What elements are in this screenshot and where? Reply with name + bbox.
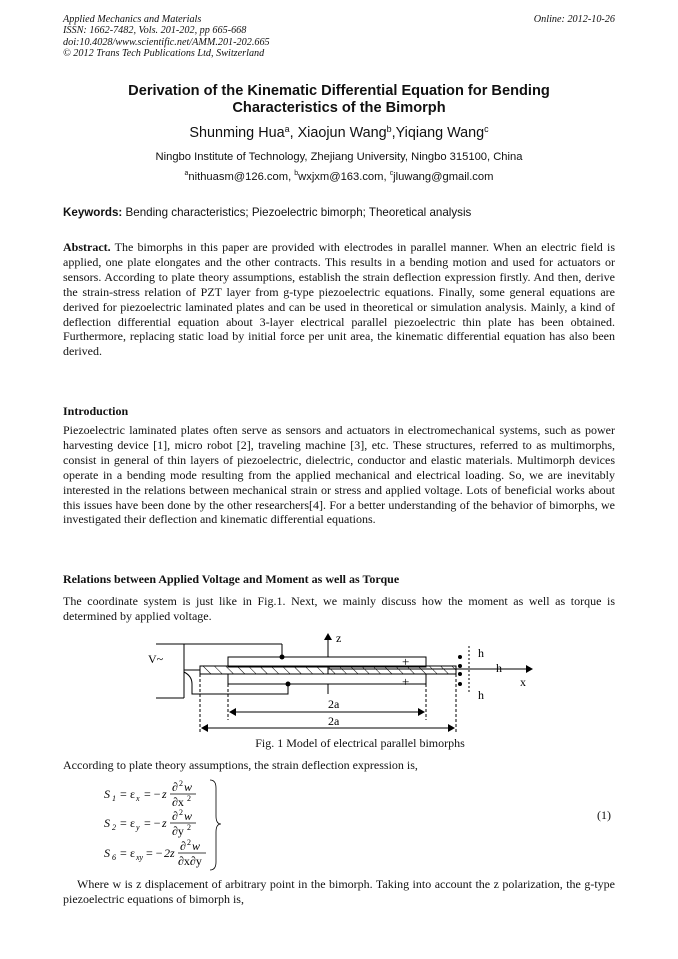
eq-eps-sub: xy: [136, 853, 144, 862]
eq-eps-sub: x: [136, 794, 140, 803]
email-separator: ,: [288, 171, 295, 183]
plus-bottom: +: [402, 674, 410, 689]
where-text: Where w is z displacement of arbitrary point in the bimorph. Taking into account the z polarization, the g-type piezoelectric equations of bimorph is,: [63, 877, 615, 906]
email-mark: c: [389, 169, 394, 177]
eq-coef: z: [162, 787, 167, 801]
email-separator: ,: [383, 171, 390, 183]
eq-lhs: S: [104, 846, 110, 860]
author-name: Xiaojun Wang: [297, 125, 387, 141]
online-date: Online: 2012-10-26: [533, 14, 615, 25]
thickness-mid-label: h: [496, 661, 502, 675]
eq-lhs: S: [104, 816, 110, 830]
eq-den-pow: 2: [187, 794, 191, 803]
email-list: [63, 171, 615, 183]
bottom-layer: [228, 674, 426, 684]
eq-num-pow: 2: [179, 779, 183, 788]
eq-lhs-sub: 6: [112, 853, 116, 862]
eq-coef: z: [162, 816, 167, 830]
eq-den: ∂y: [172, 824, 184, 838]
keywords: [63, 206, 615, 219]
bimorph-figure: [142, 628, 542, 734]
voltage-source-label: V~: [148, 652, 164, 666]
eq-num-pow: 2: [187, 838, 191, 847]
title-line-1: Derivation of the Kinematic Differential Equation for Bending: [128, 83, 550, 99]
equation-row: [104, 779, 196, 809]
author-name: Yiqiang Wang: [395, 125, 485, 141]
title-line-2: Characteristics of the Bimorph: [232, 100, 446, 116]
author-separator: ,: [289, 125, 298, 141]
thickness-top-label: h: [478, 646, 484, 660]
eq-den: ∂x∂y: [178, 854, 202, 868]
keywords-label: Keywords:: [63, 206, 123, 219]
eq-equals: =: [120, 787, 127, 801]
eq-den: ∂x: [172, 795, 184, 809]
middle-layer: [200, 666, 456, 674]
thickness-bottom-label: h: [478, 688, 484, 702]
eq-lhs-sub: 2: [112, 823, 116, 832]
doi-line: doi:10.4028/www.scientific.net/AMM.201-202.665: [63, 36, 270, 48]
wire-node: [286, 682, 291, 687]
equation-number: (1): [597, 808, 611, 822]
copyright-line: © 2012 Trans Tech Publications Ltd, Switzerland: [63, 48, 265, 60]
edge-dot: [458, 664, 462, 668]
equation-row: [104, 808, 196, 838]
plate-theory-text: According to plate theory assumptions, the strain deflection expression is,: [63, 758, 418, 772]
abstract-label: Abstract.: [63, 240, 111, 254]
eq-num-var: w: [192, 839, 201, 853]
plus-top: +: [402, 654, 410, 669]
abstract: [63, 240, 615, 359]
author-mark: a: [284, 123, 290, 134]
introduction-text: Piezoelectric laminated plates often serve as sensors and actuators in electromechanical systems, such as power harvesting device [1], micro robot [2], traveling machine [3], etc. These structures, referred to as multimorphs, consist in general of thin layers of piezoelectric, dielectric, conductor and elastic materials. Multimorph devices operate in a bending mode resulting from the applied mechanical and electrical loading. So, we are inevitably interested in the relations between mechanical strain or stress and applied voltage. Lots of beneficial works about this issues have been done by the other researchers[4]. For a better understanding of the behavior of bimorphs, we investigated their deflection and kinematic differential equations.: [63, 423, 615, 527]
eq-den-pow: 2: [187, 823, 191, 832]
author-separator: ,: [391, 125, 396, 141]
eq-num: ∂: [172, 780, 178, 794]
eq-equals: =: [120, 816, 127, 830]
eq-eps-sub: y: [136, 823, 140, 832]
relations-heading: Relations between Applied Voltage and Moment as well as Torque: [63, 572, 400, 586]
email-address[interactable]: nithuasm@126.com: [188, 171, 289, 183]
equation-row: [104, 838, 206, 868]
edge-dot: [458, 682, 462, 686]
z-axis-label: z: [336, 631, 342, 645]
eq-lhs: S: [104, 787, 110, 801]
eq-num: ∂: [180, 839, 186, 853]
author-mark: b: [386, 123, 392, 134]
journal-name: Applied Mechanics and Materials: [63, 14, 202, 25]
edge-dot: [458, 672, 462, 676]
equation-1: [100, 776, 230, 876]
figure-caption: Fig. 1 Model of electrical parallel bimorphs: [255, 736, 465, 750]
introduction-heading: Introduction: [63, 404, 129, 418]
eq-epsilon: ε: [130, 787, 136, 801]
eq-equals: = −: [146, 846, 163, 860]
eq-epsilon: ε: [130, 846, 136, 860]
eq-num: ∂: [172, 809, 178, 823]
eq-lhs-sub: 1: [112, 794, 116, 803]
author-list: [63, 125, 615, 141]
author-mark: c: [484, 123, 489, 134]
email-mark: b: [294, 169, 299, 177]
eq-equals: =: [120, 846, 127, 860]
eq-coef: 2z: [164, 846, 175, 860]
email-address[interactable]: jluwang@gmail.com: [393, 171, 494, 183]
wire-node: [280, 655, 285, 660]
abstract-text: The bimorphs in this paper are provided with electrodes in parallel manner. When an electric field is applied, one plate elongates and the other contracts. This results in a bending motion and used for actuators or sensors. According to plate theory assumptions, establish the strain deflection expression firstly. And then, derive the strain-stress relation of PZT layer from g-type piezoelectric equations. Finally, some general equations are derived for piezoelectric laminated plates and can be used in theoretical or simulation analysis. Mainly, a kind of deflection differential equation about 3-layer electrical parallel piezoelectric thin plate has been obtained. Furthermore, replacing static load by initial force per unit area, the kinematic differential equation has also been derived.: [63, 240, 615, 359]
eq-num-pow: 2: [179, 808, 183, 817]
issn-line: ISSN: 1662-7482, Vols. 201-202, pp 665-668: [63, 25, 247, 37]
paper-title: [63, 83, 615, 117]
x-axis-label: x: [520, 675, 526, 689]
page-header: [63, 14, 615, 60]
eq-epsilon: ε: [130, 816, 136, 830]
eq-brace: [210, 780, 221, 870]
eq-num-var: w: [184, 780, 193, 794]
author-name: Shunming Hua: [189, 125, 285, 141]
email-mark: a: [184, 169, 189, 177]
dim-outer-label: 2a: [328, 714, 340, 728]
email-address[interactable]: wxjxm@163.com: [298, 171, 384, 183]
relations-text: The coordinate system is just like in Fig.1. Next, we mainly discuss how the moment as well as torque is determined by applied voltage.: [63, 594, 615, 623]
keywords-text: Bending characteristics; Piezoelectric bimorph; Theoretical analysis: [125, 206, 472, 219]
eq-num-var: w: [184, 809, 193, 823]
eq-equals: = −: [144, 816, 161, 830]
dim-inner-label: 2a: [328, 697, 340, 711]
eq-equals: = −: [144, 787, 161, 801]
edge-dot: [458, 655, 462, 659]
affiliation: Ningbo Institute of Technology, Zhejiang University, Ningbo 315100, China: [155, 151, 523, 163]
